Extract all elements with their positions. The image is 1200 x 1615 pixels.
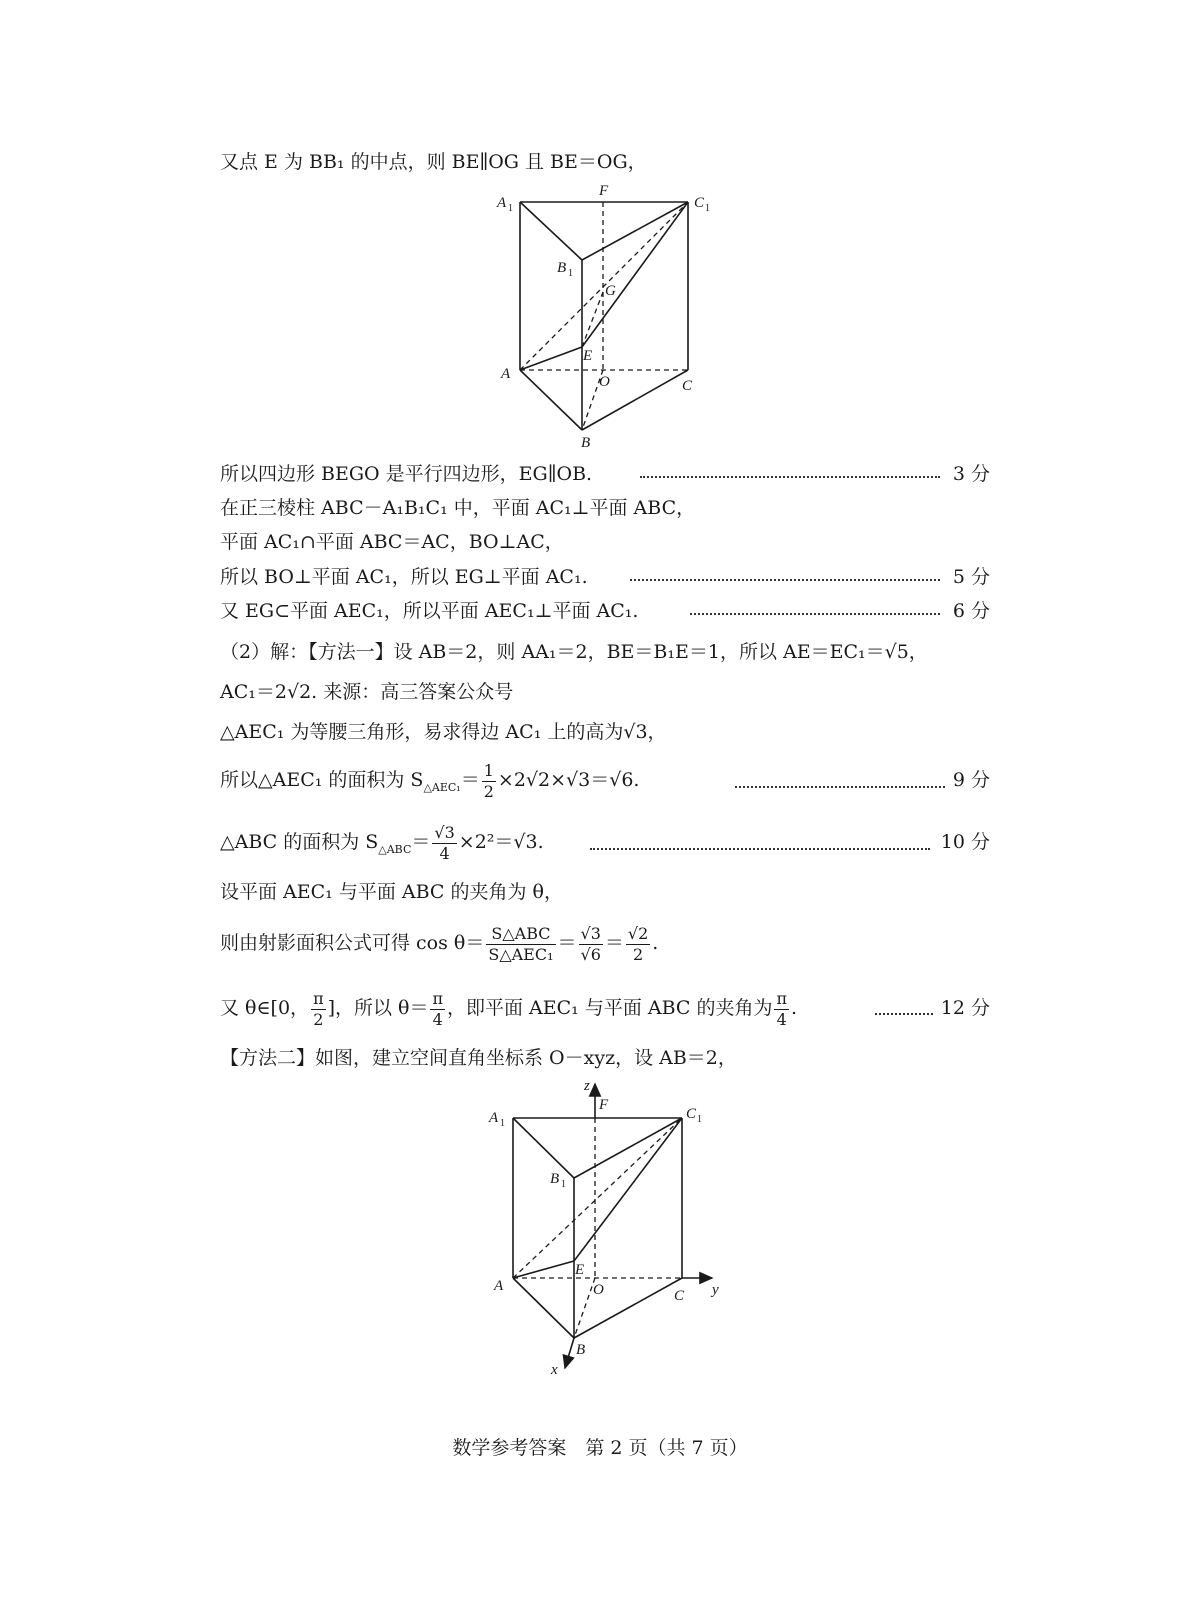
label-o: O [599,374,610,390]
line-14-pre: 又 θ∈ [220,997,271,1019]
leader-dots [590,832,930,850]
fraction-sqrt2-over-2 [626,924,650,965]
label-a1-sub: 1 [508,203,513,214]
text-line-6 [220,597,990,625]
frac-den: 2 [633,944,644,964]
score-5: 5 分 [952,566,990,588]
line-10-post: ×2√2×√3＝√6. [497,769,640,791]
label-y: y [712,1282,719,1298]
text-line-14 [220,985,990,1031]
text-line-5 [220,563,990,591]
page-footer: 数学参考答案 第 2 页（共 7 页） [452,1437,748,1459]
edge-b-c [574,1278,682,1338]
frac-den: 4 [432,1009,443,1029]
line-15-text: 【方法二】如图，建立空间直角坐标系 O－xyz，设 AB＝2， [220,1047,737,1069]
text-line-2 [220,460,990,488]
line-13-eq2: ＝ [604,932,624,954]
label-g: G [605,283,616,299]
frac-num: S△ABC [486,924,555,945]
label-a1: A [489,1110,499,1126]
leader-dots [630,563,940,581]
leader-dots [640,460,940,478]
dashed-e-g [582,292,603,347]
edge-a-b [513,1278,574,1338]
line-2-text: 所以四边形 BEGO 是平行四边形，EG∥OB. [220,463,593,485]
line-4-text: 平面 AC₁∩平面 ABC＝AC，BO⊥AC， [220,531,564,553]
label-a1-sub: 1 [500,1118,505,1129]
score-6: 6 分 [952,600,990,622]
prism-figure-2 [480,1078,750,1388]
fraction-pi-over-2 [311,989,326,1030]
label-a1: A [497,195,507,211]
label-c: C [674,1288,685,1304]
line-10-sub: △AEC₁ [423,780,461,794]
text-line-13 [220,916,990,970]
axis-x [565,1338,574,1368]
edge-b1-c1 [582,202,688,260]
line-12-text: 设平面 AEC₁ 与平面 ABC 的夹角为 θ， [220,881,563,903]
label-c1: C [694,195,705,211]
label-z: z [584,1078,590,1094]
text-line-11 [220,820,990,864]
fraction-area-ratio [486,924,555,965]
score-9: 9 分 [952,769,990,791]
label-b1-sub: 1 [561,1179,566,1190]
edge-a1-b1 [520,202,582,260]
score-3: 3 分 [952,463,990,485]
edge-b-c [582,370,688,430]
label-b: B [576,1342,586,1358]
frac-num: π [432,988,443,1008]
line-13-eq: ＝ [557,932,577,954]
leader-dots [875,997,933,1015]
label-c1-sub: 1 [697,1114,702,1125]
segment-a-e [520,347,582,370]
label-b1: B [550,1171,560,1187]
line-10-pre: 所以△AEC₁ 的面积为 S [220,769,424,791]
line-11-sub: △ABC [378,842,412,856]
text-line-3 [220,494,990,522]
fraction-sqrt3-over-sqrt6 [579,924,603,965]
frac-den: 2 [483,781,494,801]
line-9-text: △AEC₁ 为等腰三角形，易求得边 AC₁ 上的高为√3， [220,721,667,743]
text-line-15 [220,1044,990,1072]
line-11-pre: △ABC 的面积为 S [220,831,379,853]
frac-num: π [313,988,324,1008]
text-line-12 [220,878,990,906]
dashed-a-c1 [520,202,688,370]
prism-figure-1 [495,182,735,452]
label-e: E [575,1262,585,1278]
line-5-text: 所以 BO⊥平面 AC₁，所以 EG⊥平面 AC₁. [220,566,588,588]
frac-num: π [776,988,787,1008]
line-6-text: 又 EG⊂平面 AEC₁，所以平面 AEC₁⊥平面 AC₁. [220,600,639,622]
edge-a-b [520,370,582,430]
frac-den: S△AEC₁ [488,944,554,964]
text-line-4 [220,528,990,556]
line-11-post: ×2²＝√3. [458,831,544,853]
leader-dots [735,770,945,788]
frac-den: 4 [776,1009,787,1029]
text-line-7 [220,638,990,666]
label-b1: B [557,260,567,276]
text-line-9 [220,718,990,746]
edge-a1-b1 [513,1118,574,1178]
line-3-text: 在正三棱柱 ABC－A₁B₁C₁ 中，平面 AC₁⊥平面 ABC， [220,497,696,519]
dashed-o-b [574,1278,595,1338]
line-7-text: （2）解：【方法一】设 AB＝2，则 AA₁＝2，BE＝B₁E＝1，所以 AE＝EC₁＝√5， [220,641,928,663]
line-14-end: . [791,997,798,1019]
frac-num: √2 [627,923,649,943]
edge-b1-c1 [574,1118,682,1178]
fraction-sqrt3-over-4 [432,823,456,864]
label-b1-sub: 1 [568,268,573,279]
label-c1-sub: 1 [705,203,710,214]
text-line-1 [220,148,990,176]
label-e: E [583,348,593,364]
score-12: 12 分 [940,997,990,1019]
frac-num: √3 [434,822,455,842]
label-a: A [501,366,511,382]
line-14-bracket-close: ]，所以 θ＝ [327,997,429,1019]
fraction-pi-over-4 [430,989,445,1030]
label-o: O [593,1282,604,1298]
line-11-eq: ＝ [411,831,431,853]
frac-den: √6 [580,944,601,964]
label-c1: C [686,1106,697,1122]
frac-den: 4 [439,843,450,863]
score-10: 10 分 [940,831,990,853]
segment-e-c1 [582,202,688,347]
label-f: F [599,183,609,199]
line-8-text: AC₁＝2√2. 来源：高三答案公众号 [220,681,514,703]
fraction-pi-over-4 [774,989,789,1030]
frac-num: 1 [483,760,494,780]
line-10-eq: ＝ [460,769,480,791]
text-line-8 [220,678,990,706]
fraction-one-half [482,761,496,802]
label-x: x [551,1362,558,1378]
label-a: A [494,1278,504,1294]
line-14-bracket: [0， [270,997,310,1019]
frac-num: √3 [580,923,601,943]
label-b: B [581,435,591,451]
text-line-10 [220,758,990,802]
line-13-pre: 则由射影面积公式可得 cos θ＝ [220,932,485,954]
leader-dots [690,597,940,615]
label-c: C [682,378,693,394]
segment-e-c1 [574,1118,682,1261]
line-1-text: 又点 E 为 BB₁ 的中点，则 BE∥OG 且 BE＝OG， [220,151,647,173]
line-13-end: . [652,932,659,954]
frac-den: 2 [313,1009,324,1029]
line-14-mid: ，即平面 AEC₁ 与平面 ABC 的夹角为 [447,997,773,1019]
label-f: F [599,1097,609,1113]
